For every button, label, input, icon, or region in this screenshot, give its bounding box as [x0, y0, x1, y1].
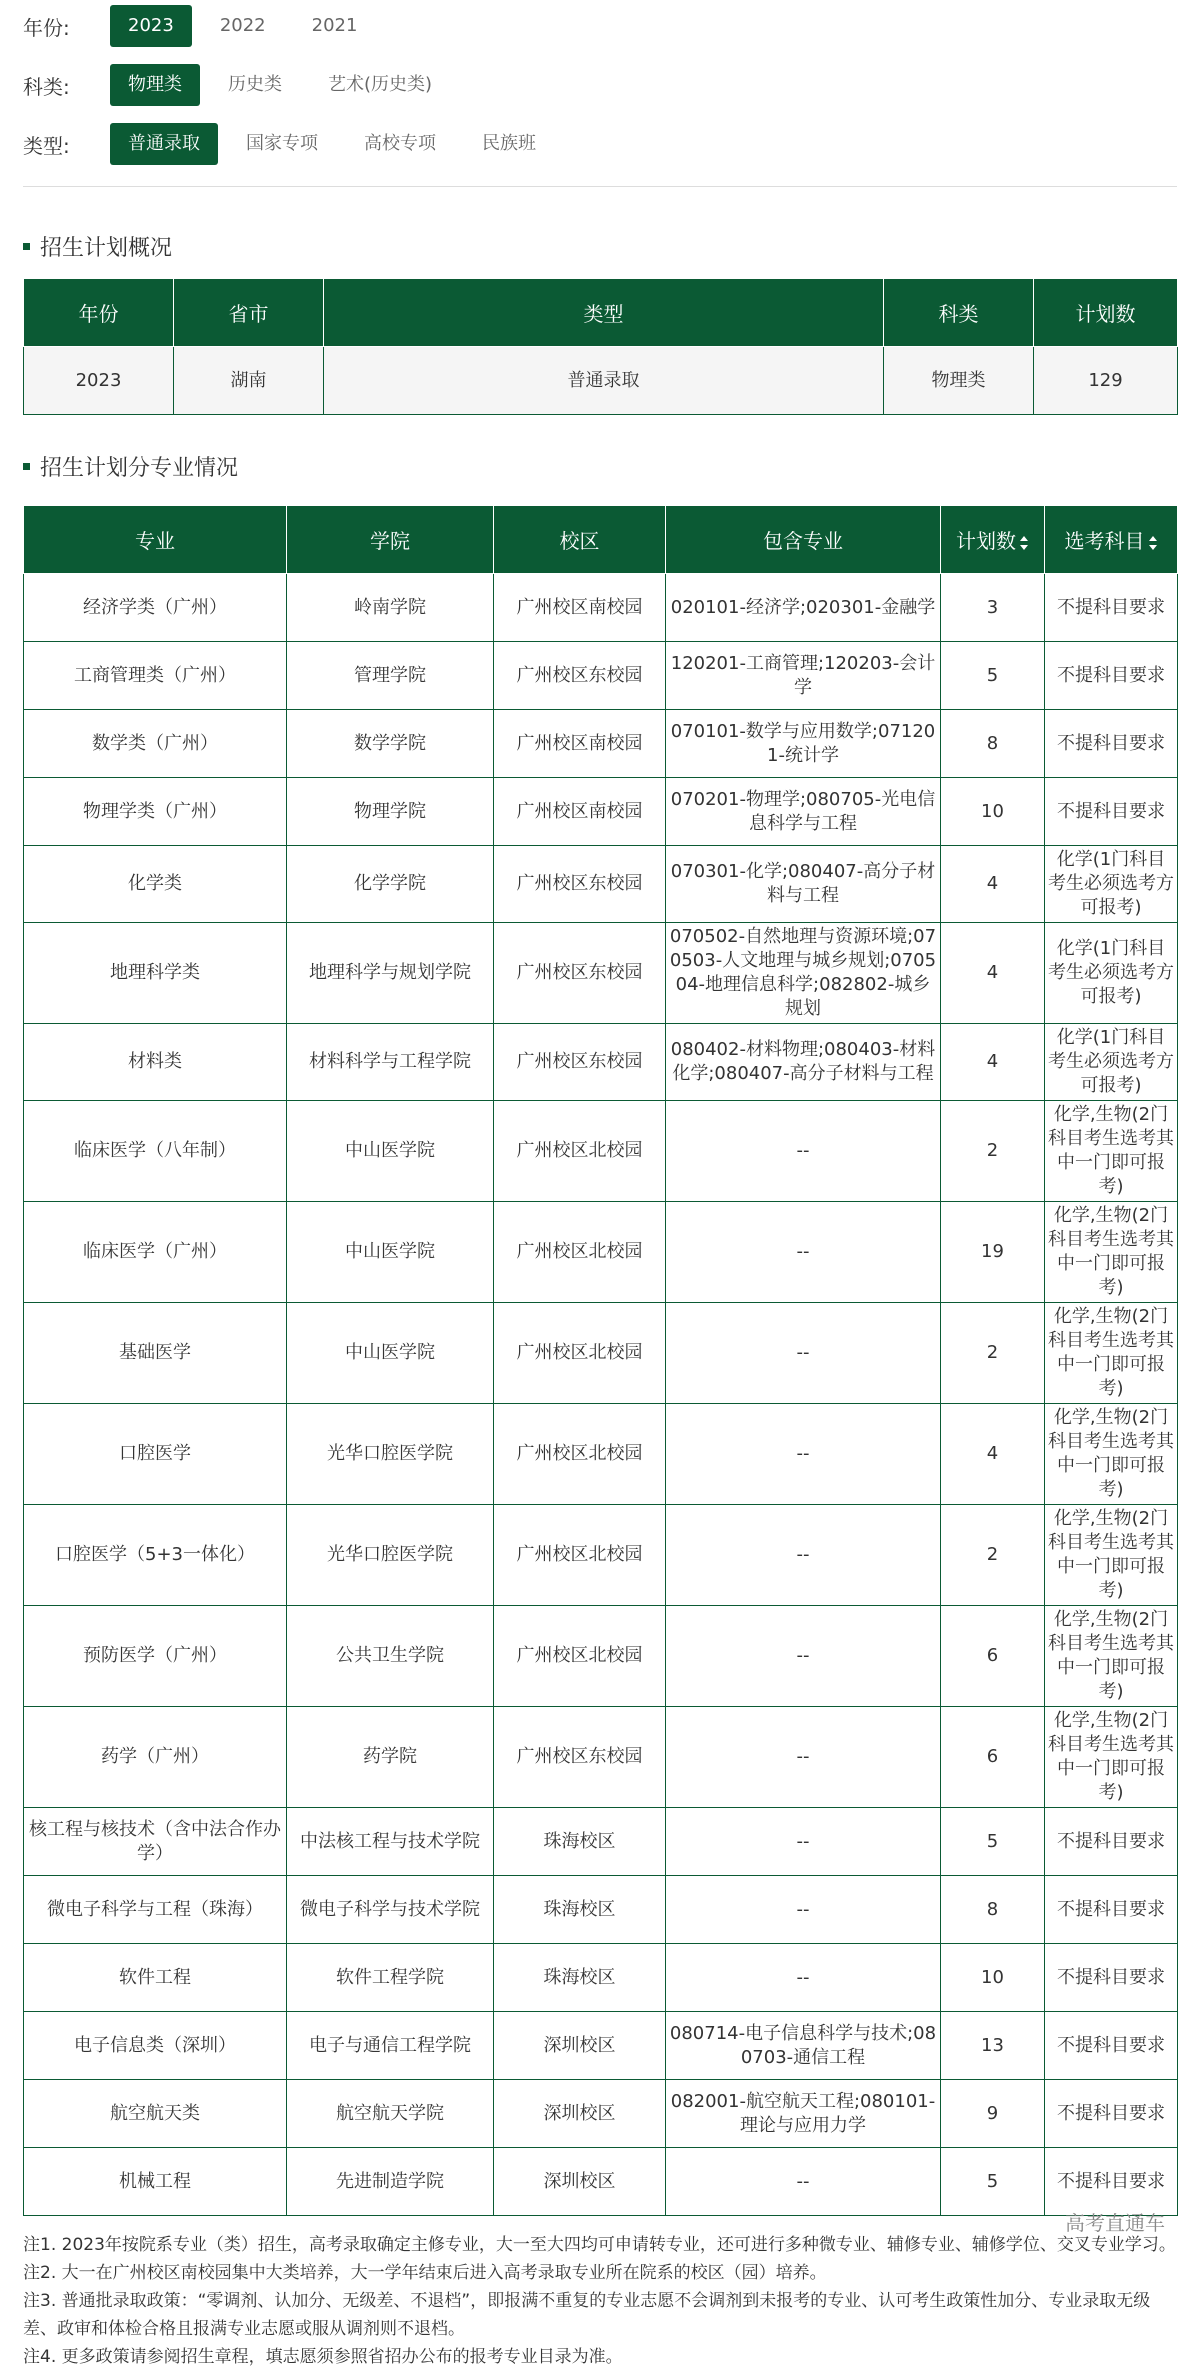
table-cell: 070301-化学;080407-高分子材料与工程 — [666, 846, 941, 923]
table-cell: -- — [666, 1876, 941, 1944]
table-cell: 19 — [941, 1202, 1045, 1303]
type-option-university[interactable]: 高校专项 — [364, 133, 436, 154]
table-cell: 8 — [941, 1876, 1045, 1944]
table-cell: 广州校区北校园 — [494, 1606, 666, 1707]
table-row — [24, 846, 1178, 923]
table-cell: 物理学院 — [287, 778, 494, 846]
table-cell: 不提科目要求 — [1045, 778, 1178, 846]
table-cell: 070101-数学与应用数学;071201-统计学 — [666, 710, 941, 778]
table-cell: 岭南学院 — [287, 574, 494, 642]
overview-section-title — [23, 229, 1177, 263]
table-cell: 光华口腔医学院 — [287, 1505, 494, 1606]
table-row — [24, 1101, 1178, 1202]
note-2: 注2. 大一在广州校区南校园集中大类培养，大一学年结束后进入高考录取专业所在院系的校区（园）培养。 — [23, 2263, 827, 2283]
table-cell: 化学(1门科目考生必须选考方可报考) — [1045, 923, 1178, 1024]
table-cell: 化学,生物(2门科目考生选考其中一门即可报考) — [1045, 1404, 1178, 1505]
table-row — [24, 2148, 1178, 2216]
table-cell: 珠海校区 — [494, 1876, 666, 1944]
table-cell: 机械工程 — [24, 2148, 287, 2216]
table-cell: -- — [666, 1303, 941, 1404]
table-cell: 化学类 — [24, 846, 287, 923]
table-cell: 广州校区东校园 — [494, 1707, 666, 1808]
table-row — [24, 1944, 1178, 2012]
table-cell: 珠海校区 — [494, 1808, 666, 1876]
table-cell: 4 — [941, 846, 1045, 923]
table-row — [24, 778, 1178, 846]
table-row — [24, 1505, 1178, 1606]
table-cell: 不提科目要求 — [1045, 1808, 1178, 1876]
table-cell: 中山医学院 — [287, 1303, 494, 1404]
table-cell: 广州校区北校园 — [494, 1101, 666, 1202]
table-row — [24, 710, 1178, 778]
subject-filter — [23, 63, 1177, 107]
table-cell: 5 — [941, 1808, 1045, 1876]
table-cell: -- — [666, 1707, 941, 1808]
table-cell: 材料类 — [24, 1024, 287, 1101]
table-cell: 4 — [941, 1024, 1045, 1101]
table-cell: 070201-物理学;080705-光电信息科学与工程 — [666, 778, 941, 846]
square-bullet-icon — [23, 243, 30, 250]
table-cell: 深圳校区 — [494, 2080, 666, 2148]
table-cell: 广州校区北校园 — [494, 1202, 666, 1303]
table-cell: 广州校区北校园 — [494, 1303, 666, 1404]
subject-option-physics[interactable]: 物理类 — [110, 64, 200, 106]
table-cell: 深圳校区 — [494, 2012, 666, 2080]
subject-option-history[interactable]: 历史类 — [228, 74, 282, 95]
table-cell: 10 — [941, 1944, 1045, 2012]
table-cell: 微电子科学与技术学院 — [287, 1876, 494, 1944]
detail-header-subjects: 选考科目 — [1064, 529, 1145, 553]
table-cell: 预防医学（广州） — [24, 1606, 287, 1707]
table-cell: 口腔医学（5+3一体化） — [24, 1505, 287, 1606]
table-cell: -- — [666, 1404, 941, 1505]
table-cell: -- — [666, 1944, 941, 2012]
table-cell: 先进制造学院 — [287, 2148, 494, 2216]
table-cell: 2 — [941, 1303, 1045, 1404]
year-option-2023[interactable]: 2023 — [110, 5, 192, 47]
overview-header-plan: 计划数 — [1034, 279, 1178, 347]
table-cell: -- — [666, 1101, 941, 1202]
detail-title-text: 招生计划分专业情况 — [40, 455, 239, 481]
table-cell: 光华口腔医学院 — [287, 1404, 494, 1505]
overview-header-province: 省市 — [174, 279, 324, 347]
detail-section-title — [23, 449, 1177, 483]
detail-header-included: 包含专业 — [666, 506, 941, 574]
detail-table — [23, 505, 1178, 2216]
table-cell: 不提科目要求 — [1045, 574, 1178, 642]
subject-filter-label: 科类: — [23, 74, 70, 99]
table-cell: 4 — [941, 1404, 1045, 1505]
note-3: 注3. 普通批录取政策：“零调剂、认加分、无级差、不退档”，即报满不重复的专业志愿不会调剂到未报考的专业、认可考生政策性加分、专业录取无级差、政审和体检合格且报满专业志愿或服从调剂则不退档。 — [23, 2291, 1151, 2339]
table-cell: 080402-材料物理;080403-材料化学;080407-高分子材料与工程 — [666, 1024, 941, 1101]
table-cell: 13 — [941, 2012, 1045, 2080]
detail-table-body — [24, 574, 1178, 2216]
table-cell: 化学,生物(2门科目考生选考其中一门即可报考) — [1045, 1505, 1178, 1606]
table-cell: 9 — [941, 2080, 1045, 2148]
detail-header-plan: 计划数 — [956, 529, 1016, 553]
detail-header-subjects-sort[interactable] — [1045, 506, 1178, 574]
table-cell: 070502-自然地理与资源环境;070503-人文地理与城乡规划;070504-地理信息科学;082802-城乡规划 — [666, 923, 941, 1024]
table-cell: 数学学院 — [287, 710, 494, 778]
table-cell: 电子与通信工程学院 — [287, 2012, 494, 2080]
table-cell: 120201-工商管理;120203-会计学 — [666, 642, 941, 710]
table-row — [24, 1808, 1178, 1876]
table-cell: 航空航天类 — [24, 2080, 287, 2148]
table-cell: 化学(1门科目考生必须选考方可报考) — [1045, 846, 1178, 923]
notes — [23, 2231, 1177, 2371]
table-cell: 不提科目要求 — [1045, 642, 1178, 710]
overview-cell: 普通录取 — [324, 347, 884, 415]
detail-header-major: 专业 — [24, 506, 287, 574]
table-cell: 经济学类（广州） — [24, 574, 287, 642]
square-bullet-icon — [23, 463, 30, 470]
year-filter-label: 年份: — [23, 15, 70, 40]
table-cell: 广州校区北校园 — [494, 1505, 666, 1606]
table-cell: 材料科学与工程学院 — [287, 1024, 494, 1101]
table-cell: 工商管理类（广州） — [24, 642, 287, 710]
table-row — [24, 923, 1178, 1024]
table-cell: 临床医学（广州） — [24, 1202, 287, 1303]
type-option-regular[interactable]: 普通录取 — [110, 123, 218, 165]
table-cell: 化学,生物(2门科目考生选考其中一门即可报考) — [1045, 1606, 1178, 1707]
table-cell: 化学学院 — [287, 846, 494, 923]
table-cell: 广州校区南校园 — [494, 574, 666, 642]
table-cell: 地理科学与规划学院 — [287, 923, 494, 1024]
overview-cell: 2023 — [24, 347, 174, 415]
table-cell: 化学,生物(2门科目考生选考其中一门即可报考) — [1045, 1101, 1178, 1202]
table-cell: 中山医学院 — [287, 1202, 494, 1303]
year-filter — [23, 4, 1177, 48]
table-cell: 广州校区南校园 — [494, 710, 666, 778]
table-cell: 药学（广州） — [24, 1707, 287, 1808]
table-cell: 中山医学院 — [287, 1101, 494, 1202]
table-cell: 软件工程学院 — [287, 1944, 494, 2012]
table-cell: 软件工程 — [24, 1944, 287, 2012]
table-cell: -- — [666, 1606, 941, 1707]
detail-header-plan-sort[interactable] — [941, 506, 1045, 574]
table-cell: 地理科学类 — [24, 923, 287, 1024]
table-cell: 中法核工程与技术学院 — [287, 1808, 494, 1876]
table-row — [24, 2080, 1178, 2148]
type-option-national[interactable]: 国家专项 — [246, 133, 318, 154]
table-cell: -- — [666, 1808, 941, 1876]
table-cell: -- — [666, 1505, 941, 1606]
table-cell: -- — [666, 2148, 941, 2216]
overview-cell: 129 — [1034, 347, 1178, 415]
year-option-2021[interactable]: 2021 — [311, 15, 358, 36]
table-row — [24, 1404, 1178, 1505]
table-cell: 3 — [941, 574, 1045, 642]
table-cell: 珠海校区 — [494, 1944, 666, 2012]
overview-cell: 物理类 — [884, 347, 1034, 415]
overview-header-type: 类型 — [324, 279, 884, 347]
table-cell: 6 — [941, 1707, 1045, 1808]
divider — [23, 186, 1177, 187]
sort-icon[interactable] — [1019, 535, 1029, 551]
table-cell: 2 — [941, 1505, 1045, 1606]
table-cell: 广州校区东校园 — [494, 923, 666, 1024]
table-cell: 核工程与核技术（含中法合作办学） — [24, 1808, 287, 1876]
table-cell: 数学类（广州） — [24, 710, 287, 778]
table-row — [24, 574, 1178, 642]
table-cell: 广州校区南校园 — [494, 778, 666, 846]
table-cell: 082001-航空航天工程;080101-理论与应用力学 — [666, 2080, 941, 2148]
table-cell: 6 — [941, 1606, 1045, 1707]
table-cell: 不提科目要求 — [1045, 2148, 1178, 2216]
table-cell: 020101-经济学;020301-金融学 — [666, 574, 941, 642]
year-option-2022[interactable]: 2022 — [219, 15, 266, 36]
table-cell: 临床医学（八年制） — [24, 1101, 287, 1202]
table-cell: 化学,生物(2门科目考生选考其中一门即可报考) — [1045, 1303, 1178, 1404]
table-row — [24, 1707, 1178, 1808]
table-cell: 不提科目要求 — [1045, 2012, 1178, 2080]
overview-title-text: 招生计划概况 — [40, 235, 173, 261]
watermark: 高考直通车 — [1065, 2211, 1165, 2235]
table-cell: 电子信息类（深圳） — [24, 2012, 287, 2080]
table-cell: 管理学院 — [287, 642, 494, 710]
filter-panel — [23, 0, 1177, 166]
table-cell: 不提科目要求 — [1045, 1876, 1178, 1944]
table-cell: 基础医学 — [24, 1303, 287, 1404]
table-cell: 广州校区东校园 — [494, 1024, 666, 1101]
table-cell: 10 — [941, 778, 1045, 846]
table-cell: 化学(1门科目考生必须选考方可报考) — [1045, 1024, 1178, 1101]
table-cell: 不提科目要求 — [1045, 1944, 1178, 2012]
overview-cell: 湖南 — [174, 347, 324, 415]
table-row — [24, 642, 1178, 710]
overview-header-subject: 科类 — [884, 279, 1034, 347]
table-cell: 化学,生物(2门科目考生选考其中一门即可报考) — [1045, 1707, 1178, 1808]
detail-header-college: 学院 — [287, 506, 494, 574]
table-cell: 不提科目要求 — [1045, 710, 1178, 778]
note-4: 注4. 更多政策请参阅招生章程，填志愿须参照省招办公布的报考专业目录为准。 — [23, 2347, 623, 2367]
table-cell: 2 — [941, 1101, 1045, 1202]
type-filter-label: 类型: — [23, 133, 70, 158]
detail-header-campus: 校区 — [494, 506, 666, 574]
table-cell: 广州校区北校园 — [494, 1404, 666, 1505]
table-row — [24, 1024, 1178, 1101]
table-cell: 物理学类（广州） — [24, 778, 287, 846]
table-cell: 深圳校区 — [494, 2148, 666, 2216]
overview-table — [23, 278, 1178, 415]
table-cell: 8 — [941, 710, 1045, 778]
table-row — [24, 2012, 1178, 2080]
table-cell: -- — [666, 1202, 941, 1303]
note-1: 注1. 2023年按院系专业（类）招生，高考录取确定主修专业，大一至大四均可申请转专业，还可进行多种微专业、辅修专业、辅修学位、交叉专业学习。 — [23, 2235, 1176, 2255]
table-row — [24, 1876, 1178, 1944]
table-cell: 微电子科学与工程（珠海） — [24, 1876, 287, 1944]
table-row — [24, 1202, 1178, 1303]
table-cell: 不提科目要求 — [1045, 2080, 1178, 2148]
table-cell: 广州校区东校园 — [494, 642, 666, 710]
table-cell: 5 — [941, 642, 1045, 710]
table-cell: 公共卫生学院 — [287, 1606, 494, 1707]
table-row — [24, 1606, 1178, 1707]
table-cell: 广州校区东校园 — [494, 846, 666, 923]
overview-header-year: 年份 — [24, 279, 174, 347]
table-cell: 口腔医学 — [24, 1404, 287, 1505]
type-filter — [23, 122, 1177, 166]
table-cell: 药学院 — [287, 1707, 494, 1808]
table-row — [24, 1303, 1178, 1404]
table-cell: 航空航天学院 — [287, 2080, 494, 2148]
sort-icon[interactable] — [1148, 535, 1158, 551]
table-cell: 080714-电子信息科学与技术;080703-通信工程 — [666, 2012, 941, 2080]
table-cell: 5 — [941, 2148, 1045, 2216]
table-cell: 4 — [941, 923, 1045, 1024]
type-option-ethnic[interactable]: 民族班 — [482, 133, 536, 154]
subject-option-art[interactable]: 艺术(历史类) — [328, 74, 433, 95]
overview-row — [24, 347, 1178, 415]
table-cell: 化学,生物(2门科目考生选考其中一门即可报考) — [1045, 1202, 1178, 1303]
